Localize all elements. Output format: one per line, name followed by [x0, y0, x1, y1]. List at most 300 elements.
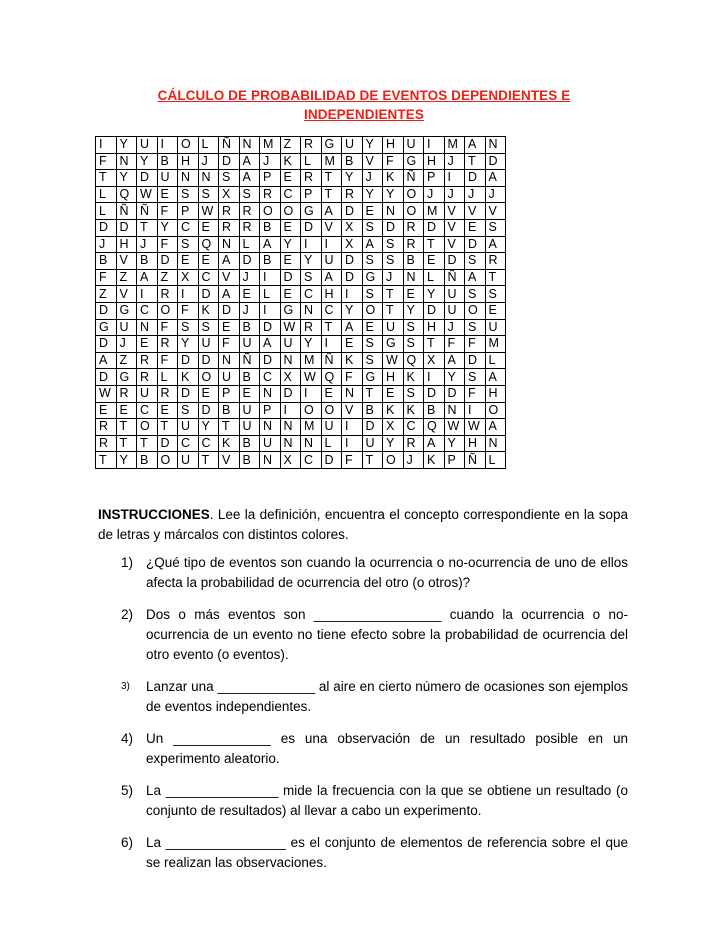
- grid-cell: C: [178, 435, 199, 452]
- grid-cell: V: [362, 153, 383, 170]
- grid-cell: W: [280, 319, 301, 336]
- grid-cell: O: [403, 203, 424, 220]
- grid-cell: Y: [383, 186, 404, 203]
- question-item: [98, 729, 628, 769]
- grid-cell: C: [403, 419, 424, 436]
- grid-cell: D: [444, 253, 465, 270]
- grid-cell: S: [383, 253, 404, 270]
- grid-cell: A: [137, 269, 158, 286]
- grid-cell: C: [301, 452, 322, 469]
- grid-cell: B: [137, 452, 158, 469]
- grid-cell: E: [362, 319, 383, 336]
- grid-cell: T: [321, 170, 342, 187]
- grid-cell: J: [424, 186, 445, 203]
- question-number: 5): [121, 783, 134, 798]
- grid-cell: W: [198, 203, 219, 220]
- grid-cell: Ñ: [444, 269, 465, 286]
- grid-cell: T: [424, 336, 445, 353]
- grid-cell: I: [342, 286, 363, 303]
- grid-row: [96, 369, 506, 386]
- grid-cell: F: [465, 385, 486, 402]
- grid-cell: B: [362, 402, 383, 419]
- grid-cell: E: [383, 385, 404, 402]
- grid-cell: S: [403, 336, 424, 353]
- grid-cell: A: [219, 286, 240, 303]
- grid-cell: X: [280, 369, 301, 386]
- grid-cell: Ñ: [465, 452, 486, 469]
- grid-cell: M: [444, 137, 465, 154]
- grid-cell: E: [280, 219, 301, 236]
- grid-cell: O: [198, 369, 219, 386]
- grid-cell: J: [239, 302, 260, 319]
- grid-cell: R: [260, 186, 281, 203]
- grid-cell: A: [444, 352, 465, 369]
- grid-cell: Y: [178, 336, 199, 353]
- grid-cell: O: [178, 137, 199, 154]
- grid-cell: C: [321, 302, 342, 319]
- grid-cell: J: [198, 153, 219, 170]
- grid-cell: B: [260, 253, 281, 270]
- grid-cell: B: [239, 435, 260, 452]
- grid-cell: D: [178, 385, 199, 402]
- grid-cell: E: [280, 170, 301, 187]
- grid-cell: D: [178, 352, 199, 369]
- grid-cell: N: [280, 419, 301, 436]
- grid-cell: H: [116, 236, 137, 253]
- grid-cell: B: [157, 153, 178, 170]
- grid-cell: S: [485, 286, 506, 303]
- grid-cell: I: [321, 236, 342, 253]
- grid-cell: L: [260, 286, 281, 303]
- grid-cell: B: [239, 452, 260, 469]
- grid-cell: V: [444, 236, 465, 253]
- grid-cell: D: [198, 402, 219, 419]
- grid-cell: I: [280, 402, 301, 419]
- grid-cell: D: [219, 302, 240, 319]
- grid-cell: F: [383, 153, 404, 170]
- grid-cell: F: [219, 336, 240, 353]
- grid-cell: M: [424, 203, 445, 220]
- grid-cell: L: [96, 186, 117, 203]
- grid-cell: V: [219, 269, 240, 286]
- grid-cell: N: [260, 419, 281, 436]
- grid-cell: U: [321, 419, 342, 436]
- grid-cell: E: [403, 286, 424, 303]
- grid-cell: V: [116, 286, 137, 303]
- grid-cell: E: [96, 402, 117, 419]
- grid-cell: J: [116, 336, 137, 353]
- grid-cell: H: [383, 137, 404, 154]
- grid-cell: E: [157, 186, 178, 203]
- grid-cell: K: [403, 369, 424, 386]
- grid-cell: N: [280, 435, 301, 452]
- question-text: La _______________ mide la frecuencia con la que se obtiene un resultado (o conjunto de resultados) al llevar a cabo un experimento.: [146, 783, 628, 818]
- question-number: 1): [121, 555, 134, 570]
- grid-cell: V: [485, 203, 506, 220]
- grid-cell: D: [96, 336, 117, 353]
- grid-cell: J: [444, 319, 465, 336]
- grid-cell: U: [157, 170, 178, 187]
- grid-cell: G: [383, 336, 404, 353]
- grid-row: [96, 186, 506, 203]
- grid-cell: X: [342, 219, 363, 236]
- grid-cell: D: [444, 385, 465, 402]
- grid-cell: W: [301, 369, 322, 386]
- grid-cell: S: [178, 319, 199, 336]
- grid-cell: I: [260, 269, 281, 286]
- grid-cell: L: [157, 369, 178, 386]
- grid-cell: Y: [137, 153, 158, 170]
- grid-cell: V: [465, 203, 486, 220]
- grid-cell: S: [178, 186, 199, 203]
- grid-row: [96, 336, 506, 353]
- grid-cell: A: [239, 153, 260, 170]
- grid-cell: U: [178, 419, 199, 436]
- grid-cell: Ñ: [219, 137, 240, 154]
- grid-cell: L: [301, 153, 322, 170]
- grid-cell: E: [321, 385, 342, 402]
- grid-cell: L: [239, 236, 260, 253]
- question-text: Lanzar una _____________ al aire en cierto número de ocasiones son ejemplos de eventos independientes.: [146, 679, 628, 714]
- grid-cell: N: [219, 236, 240, 253]
- grid-cell: B: [239, 319, 260, 336]
- question-list: [98, 553, 628, 885]
- grid-cell: P: [260, 170, 281, 187]
- grid-cell: O: [485, 402, 506, 419]
- grid-cell: F: [157, 352, 178, 369]
- grid-cell: R: [96, 435, 117, 452]
- grid-cell: S: [362, 286, 383, 303]
- grid-cell: I: [178, 286, 199, 303]
- grid-cell: T: [137, 435, 158, 452]
- grid-cell: R: [116, 385, 137, 402]
- grid-cell: E: [198, 219, 219, 236]
- grid-cell: R: [219, 219, 240, 236]
- grid-cell: U: [444, 286, 465, 303]
- grid-cell: M: [301, 352, 322, 369]
- grid-cell: I: [444, 170, 465, 187]
- grid-cell: L: [198, 137, 219, 154]
- grid-cell: Q: [424, 419, 445, 436]
- grid-cell: D: [260, 319, 281, 336]
- grid-cell: N: [260, 385, 281, 402]
- title-line-1: CÁLCULO DE PROBABILIDAD DE EVENTOS DEPENDIENTES E: [157, 88, 571, 103]
- grid-cell: U: [383, 319, 404, 336]
- grid-cell: X: [280, 452, 301, 469]
- grid-cell: B: [219, 402, 240, 419]
- grid-cell: R: [137, 369, 158, 386]
- grid-cell: R: [239, 203, 260, 220]
- grid-cell: K: [403, 402, 424, 419]
- question-text: Un _____________ es una observación de un resultado posible en un experimento aleatorio.: [146, 731, 628, 766]
- grid-cell: S: [362, 219, 383, 236]
- grid-cell: N: [301, 302, 322, 319]
- question-number: 6): [121, 835, 134, 850]
- grid-cell: E: [157, 402, 178, 419]
- grid-cell: D: [260, 352, 281, 369]
- grid-cell: L: [321, 435, 342, 452]
- grid-cell: U: [239, 419, 260, 436]
- grid-cell: R: [157, 385, 178, 402]
- grid-cell: U: [198, 336, 219, 353]
- grid-cell: M: [301, 419, 322, 436]
- grid-cell: N: [198, 170, 219, 187]
- grid-cell: E: [116, 402, 137, 419]
- grid-cell: T: [321, 319, 342, 336]
- grid-cell: Y: [424, 286, 445, 303]
- grid-cell: Y: [342, 302, 363, 319]
- grid-cell: I: [137, 286, 158, 303]
- grid-cell: H: [485, 385, 506, 402]
- grid-cell: E: [485, 302, 506, 319]
- grid-cell: Y: [198, 419, 219, 436]
- grid-cell: B: [424, 402, 445, 419]
- grid-cell: D: [301, 219, 322, 236]
- grid-cell: D: [157, 435, 178, 452]
- grid-cell: H: [178, 153, 199, 170]
- grid-cell: A: [485, 236, 506, 253]
- grid-row: [96, 219, 506, 236]
- grid-cell: E: [198, 253, 219, 270]
- word-search-grid: [95, 136, 506, 469]
- grid-cell: P: [219, 385, 240, 402]
- grid-cell: T: [362, 452, 383, 469]
- grid-cell: S: [239, 186, 260, 203]
- grid-cell: X: [178, 269, 199, 286]
- grid-row: [96, 385, 506, 402]
- grid-cell: Q: [198, 236, 219, 253]
- grid-cell: Ñ: [239, 352, 260, 369]
- grid-row: [96, 419, 506, 436]
- grid-cell: J: [485, 186, 506, 203]
- grid-cell: I: [342, 419, 363, 436]
- grid-cell: X: [219, 186, 240, 203]
- grid-cell: Y: [362, 186, 383, 203]
- grid-cell: F: [342, 452, 363, 469]
- grid-cell: T: [157, 419, 178, 436]
- question-text: ¿Qué tipo de eventos son cuando la ocurrencia o no-ocurrencia de uno de ellos afecta la probabilidad de ocurrencia del otro (o otros)?: [146, 555, 628, 590]
- grid-cell: U: [178, 452, 199, 469]
- grid-cell: N: [116, 153, 137, 170]
- grid-cell: S: [403, 319, 424, 336]
- question-item: [98, 781, 628, 821]
- grid-cell: V: [321, 219, 342, 236]
- grid-cell: D: [342, 253, 363, 270]
- grid-cell: R: [96, 419, 117, 436]
- grid-cell: N: [444, 402, 465, 419]
- question-number: 3): [121, 681, 130, 692]
- grid-cell: I: [157, 137, 178, 154]
- grid-row: [96, 286, 506, 303]
- grid-cell: T: [383, 286, 404, 303]
- grid-cell: Ñ: [137, 203, 158, 220]
- grid-cell: Y: [116, 452, 137, 469]
- grid-cell: S: [485, 219, 506, 236]
- grid-cell: A: [321, 203, 342, 220]
- grid-cell: N: [383, 203, 404, 220]
- grid-cell: B: [239, 369, 260, 386]
- grid-cell: Y: [444, 369, 465, 386]
- grid-cell: U: [362, 435, 383, 452]
- grid-cell: K: [342, 352, 363, 369]
- grid-cell: W: [96, 385, 117, 402]
- grid-cell: Z: [280, 137, 301, 154]
- grid-cell: Q: [403, 352, 424, 369]
- grid-cell: U: [321, 253, 342, 270]
- grid-cell: S: [219, 170, 240, 187]
- grid-cell: L: [485, 352, 506, 369]
- grid-cell: D: [424, 385, 445, 402]
- grid-cell: Ñ: [321, 352, 342, 369]
- grid-cell: Y: [362, 137, 383, 154]
- grid-cell: B: [96, 253, 117, 270]
- grid-cell: E: [362, 203, 383, 220]
- grid-cell: U: [403, 137, 424, 154]
- grid-cell: O: [321, 402, 342, 419]
- grid-cell: I: [424, 369, 445, 386]
- grid-cell: T: [137, 219, 158, 236]
- grid-cell: D: [219, 153, 240, 170]
- grid-cell: S: [403, 385, 424, 402]
- grid-cell: V: [444, 219, 465, 236]
- grid-cell: A: [424, 435, 445, 452]
- grid-row: [96, 435, 506, 452]
- grid-cell: W: [444, 419, 465, 436]
- grid-cell: S: [465, 253, 486, 270]
- grid-cell: S: [178, 236, 199, 253]
- grid-cell: X: [383, 419, 404, 436]
- grid-cell: T: [96, 452, 117, 469]
- grid-cell: S: [178, 402, 199, 419]
- grid-cell: E: [342, 336, 363, 353]
- grid-cell: A: [465, 137, 486, 154]
- question-item: [98, 833, 628, 873]
- grid-cell: D: [342, 203, 363, 220]
- question-item: [98, 605, 628, 665]
- grid-cell: C: [178, 219, 199, 236]
- grid-cell: C: [198, 269, 219, 286]
- grid-cell: E: [465, 219, 486, 236]
- grid-cell: Y: [444, 435, 465, 452]
- grid-cell: S: [362, 336, 383, 353]
- grid-cell: N: [239, 137, 260, 154]
- grid-cell: P: [260, 402, 281, 419]
- grid-cell: I: [321, 336, 342, 353]
- grid-cell: G: [301, 203, 322, 220]
- grid-cell: E: [280, 253, 301, 270]
- grid-cell: R: [137, 352, 158, 369]
- grid-cell: J: [260, 153, 281, 170]
- grid-cell: T: [116, 419, 137, 436]
- grid-cell: W: [383, 352, 404, 369]
- grid-cell: F: [96, 153, 117, 170]
- grid-cell: R: [342, 186, 363, 203]
- grid-cell: S: [198, 186, 219, 203]
- grid-cell: M: [260, 137, 281, 154]
- grid-cell: A: [260, 236, 281, 253]
- grid-cell: E: [239, 385, 260, 402]
- grid-cell: S: [301, 269, 322, 286]
- grid-cell: Ñ: [403, 170, 424, 187]
- grid-cell: D: [239, 253, 260, 270]
- grid-cell: N: [301, 435, 322, 452]
- grid-cell: G: [362, 269, 383, 286]
- grid-cell: A: [465, 269, 486, 286]
- question-number: 2): [121, 607, 134, 622]
- grid-cell: I: [424, 137, 445, 154]
- grid-cell: R: [157, 286, 178, 303]
- grid-cell: D: [280, 269, 301, 286]
- grid-cell: N: [485, 137, 506, 154]
- grid-cell: S: [362, 352, 383, 369]
- grid-cell: Y: [301, 253, 322, 270]
- grid-cell: J: [444, 153, 465, 170]
- grid-cell: T: [219, 419, 240, 436]
- grid-cell: P: [444, 452, 465, 469]
- grid-cell: A: [485, 419, 506, 436]
- grid-cell: J: [362, 170, 383, 187]
- question-item: [98, 677, 628, 717]
- grid-cell: T: [198, 452, 219, 469]
- grid-cell: K: [280, 153, 301, 170]
- grid-cell: J: [403, 452, 424, 469]
- grid-cell: G: [362, 369, 383, 386]
- grid-cell: Y: [383, 435, 404, 452]
- grid-cell: D: [383, 219, 404, 236]
- grid-cell: N: [342, 385, 363, 402]
- grid-cell: D: [116, 219, 137, 236]
- grid-cell: J: [383, 269, 404, 286]
- grid-cell: P: [301, 186, 322, 203]
- grid-cell: D: [485, 153, 506, 170]
- grid-cell: K: [198, 302, 219, 319]
- grid-cell: K: [383, 402, 404, 419]
- question-text: La ________________ es el conjunto de elementos de referencia sobre el que se realizan las observaciones.: [146, 835, 628, 870]
- grid-cell: D: [342, 269, 363, 286]
- grid-cell: V: [116, 253, 137, 270]
- grid-cell: U: [280, 336, 301, 353]
- grid-cell: D: [321, 452, 342, 469]
- instructions: [98, 505, 628, 545]
- grid-cell: D: [137, 170, 158, 187]
- grid-cell: E: [219, 319, 240, 336]
- grid-cell: R: [403, 219, 424, 236]
- grid-cell: O: [157, 452, 178, 469]
- grid-cell: Z: [116, 352, 137, 369]
- grid-cell: I: [96, 137, 117, 154]
- grid-cell: A: [260, 336, 281, 353]
- grid-cell: H: [465, 435, 486, 452]
- grid-cell: J: [96, 236, 117, 253]
- grid-cell: F: [96, 269, 117, 286]
- grid-cell: U: [116, 319, 137, 336]
- grid-cell: C: [260, 369, 281, 386]
- grid-cell: E: [178, 253, 199, 270]
- grid-cell: N: [178, 170, 199, 187]
- grid-cell: A: [362, 236, 383, 253]
- grid-cell: A: [485, 170, 506, 187]
- grid-cell: R: [301, 319, 322, 336]
- grid-cell: D: [424, 219, 445, 236]
- grid-row: [96, 402, 506, 419]
- grid-cell: U: [137, 137, 158, 154]
- grid-cell: X: [342, 236, 363, 253]
- grid-cell: A: [239, 170, 260, 187]
- grid-cell: D: [280, 385, 301, 402]
- grid-cell: A: [342, 319, 363, 336]
- grid-cell: A: [219, 253, 240, 270]
- grid-cell: N: [219, 352, 240, 369]
